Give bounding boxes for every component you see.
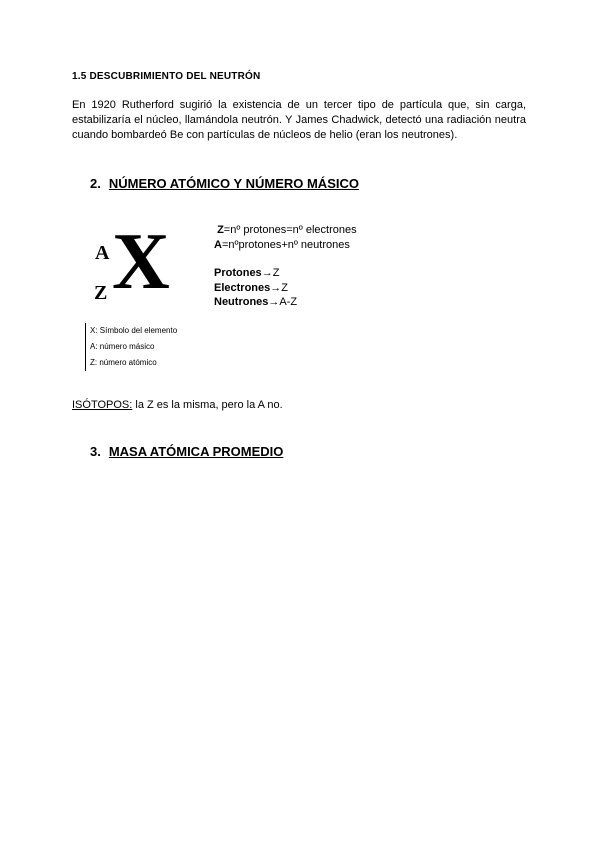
paragraph-neutron-discovery (72, 98, 526, 143)
definition-a (214, 238, 357, 253)
definition-key: A (214, 238, 222, 251)
paragraph-line: En 1920 Rutherford sugirió la existencia de un tercer tipo de partícula que, sin carga, (72, 99, 526, 111)
legend-item: Z: número atómico (90, 358, 157, 367)
definition-z (214, 223, 357, 238)
section-title-text: NÚMERO ATÓMICO Y NÚMERO MÁSICO (108, 176, 359, 191)
section-heading-descubrimiento-neutron: 1.5 DESCUBRIMIENTO DEL NEUTRÓN (72, 71, 261, 82)
section-title-numero-atomico (90, 176, 359, 191)
definition-electrones (214, 281, 357, 296)
element-symbol: X (112, 218, 170, 306)
definition-value: →Z (261, 267, 280, 279)
definition-protones (214, 266, 357, 281)
legend-item: A: número másico (90, 342, 155, 351)
paragraph-line: estabilizaría el núcleo, llamándola neutrón. Y James Chadwick, detectó una radiación neutra (72, 114, 526, 126)
definition-key: Neutrones (214, 296, 269, 308)
isotopos-label: ISÓTOPOS: (72, 399, 133, 411)
definition-neutrones (214, 295, 357, 310)
definition-value: →A-Z (268, 296, 298, 308)
definition-value: =nº protones=nº electrones (223, 224, 357, 236)
section-title-masa-atomica (90, 444, 283, 459)
definitions-block (214, 223, 357, 310)
legend-item: X: Símbolo del elemento (90, 326, 178, 335)
atomic-number-symbol: Z (94, 282, 108, 304)
section-number: 3. (90, 444, 101, 459)
nuclide-notation-figure (92, 218, 192, 310)
definition-value: →Z (270, 281, 288, 294)
nuclide-legend (85, 323, 177, 371)
section-title-text: MASA ATÓMICA PROMEDIO (108, 444, 284, 459)
definition-value: =nºprotones+nº neutrones (221, 238, 350, 251)
isotopos-note (72, 399, 283, 411)
mass-number-symbol: A (95, 242, 110, 264)
isotopos-text: la Z es la misma, pero la A no. (132, 399, 283, 411)
definition-key: Z (217, 224, 224, 236)
paragraph-line: cuando bombardeó Be con partículas de núcleos de helio (eran los neutrones). (72, 129, 458, 141)
section-number: 2. (90, 176, 101, 191)
definition-key: Protones (214, 267, 262, 279)
definition-key: Electrones (214, 281, 271, 294)
